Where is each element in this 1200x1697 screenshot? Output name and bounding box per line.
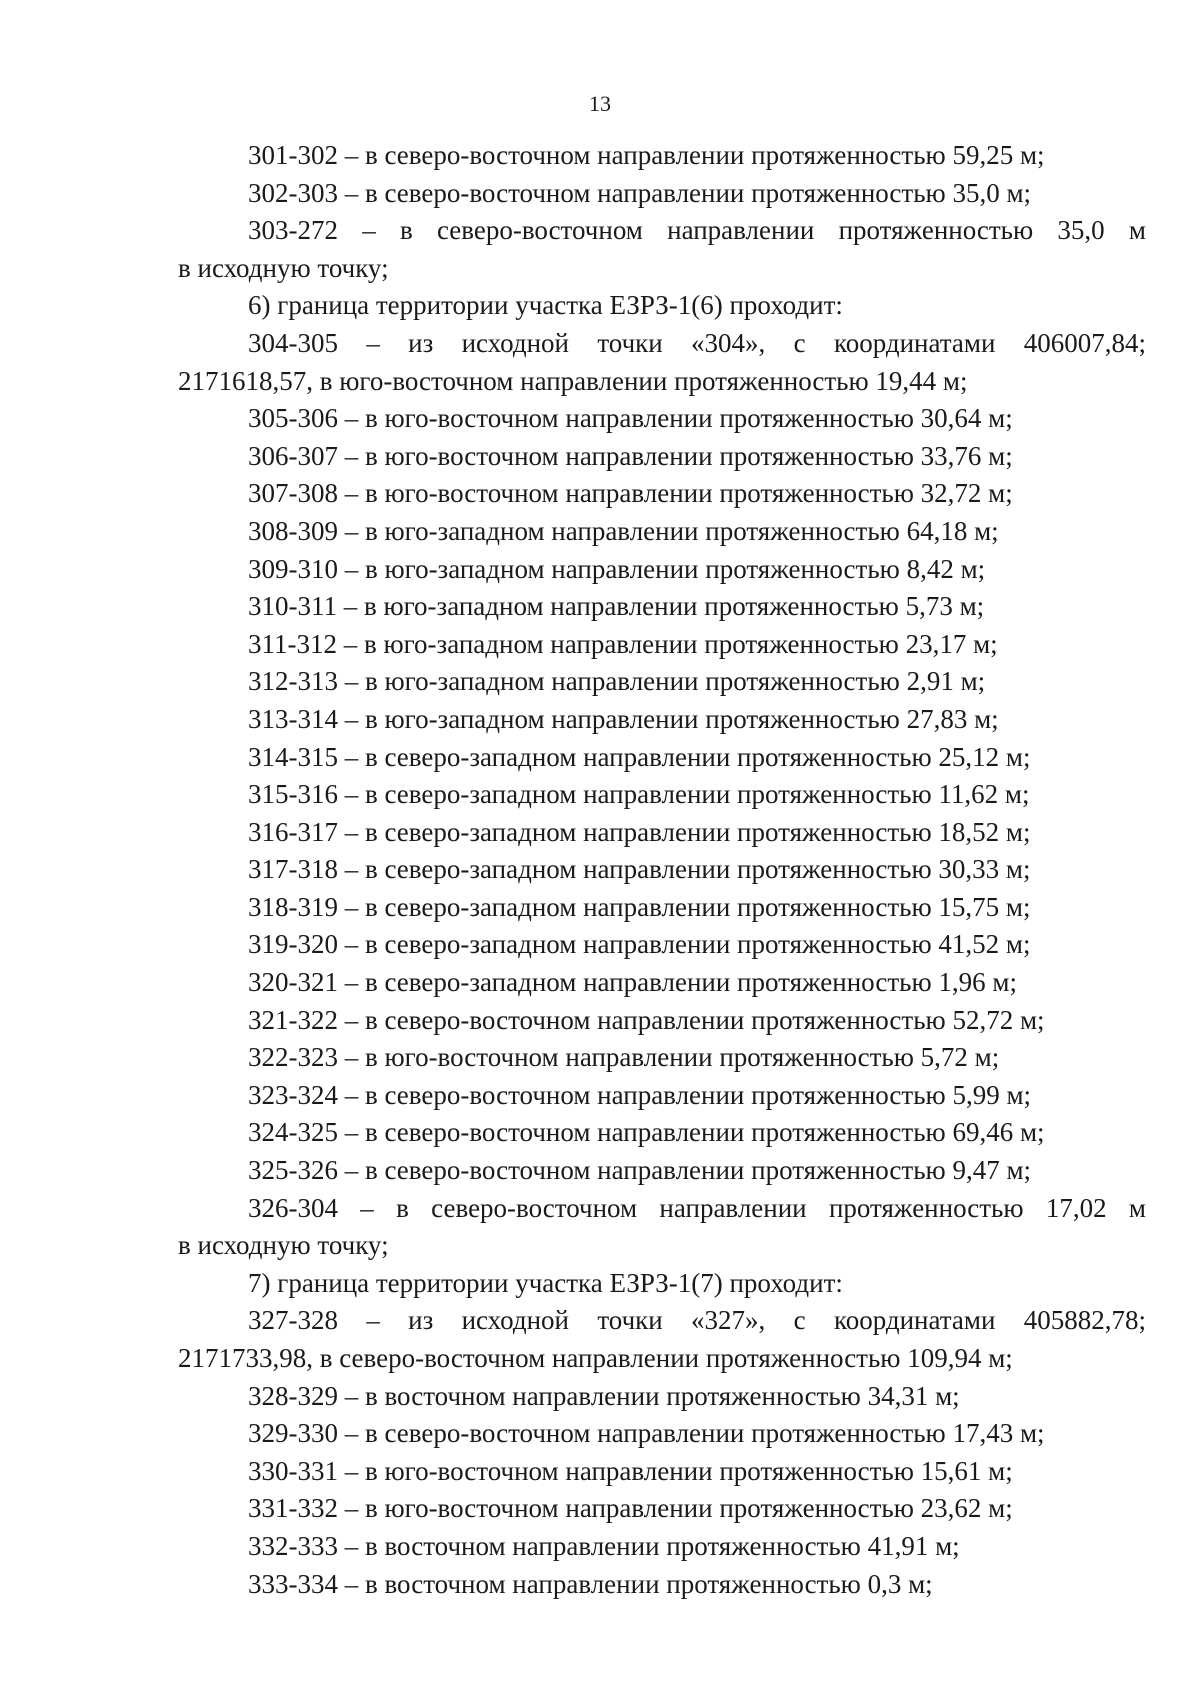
text-line: 323-324 – в северо-восточном направлении протяженностью 5,99 м; (248, 1079, 1032, 1110)
text-line: 303-272 – в северо-восточном направлении протяженностью 35,0 м (248, 215, 1146, 246)
text-line: 331-332 – в юго-восточном направлении протяженностью 23,62 м; (248, 1493, 1013, 1524)
text-line: 301-302 – в северо-восточном направлении протяженностью 59,25 м; (248, 140, 1045, 170)
text-line: 319-320 – в северо-западном направлении протяженностью 41,52 м; (248, 929, 1031, 960)
text-line: 310-311 – в юго-западном направлении протяженностью 5,73 м; (248, 591, 985, 622)
text-line: 304-305 – из исходной точки «304», с координатами 406007,84; (248, 327, 1146, 358)
text-line: 332-333 – в восточном направлении протяженностью 41,91 м; (248, 1530, 960, 1561)
text-line: 316-317 – в северо-западном направлении протяженностью 18,52 м; (248, 816, 1031, 847)
text-line: 315-316 – в северо-западном направлении протяженностью 11,62 м; (248, 779, 1030, 810)
text-line: 6) граница территории участка ЕЗРЗ-1(6) проходит: (248, 290, 843, 321)
text-line: 320-321 – в северо-западном направлении протяженностью 1,96 м; (248, 967, 1017, 998)
text-line: в исходную точку; (178, 252, 389, 283)
text-line: 308-309 – в юго-западном направлении протяженностью 64,18 м; (248, 515, 999, 546)
text-line: 302-303 – в северо-восточном направлении протяженностью 35,0 м; (248, 177, 1032, 208)
text-line: 326-304 – в северо-восточном направлении протяженностью 17,02 м (248, 1192, 1146, 1223)
text-line: в исходную точку; (178, 1230, 389, 1261)
text-line: 317-318 – в северо-западном направлении протяженностью 30,33 м; (248, 854, 1031, 885)
text-line: 2171733,98, в северо-восточном направлении протяженностью 109,94 м; (178, 1343, 1013, 1373)
text-line: 324-325 – в северо-восточном направлении протяженностью 69,46 м; (248, 1117, 1045, 1148)
text-line: 330-331 – в юго-восточном направлении протяженностью 15,61 м; (248, 1455, 1013, 1486)
text-line: 322-323 – в юго-восточном направлении протяженностью 5,72 м; (248, 1042, 1000, 1073)
text-line: 307-308 – в юго-восточном направлении протяженностью 32,72 м; (248, 478, 1013, 509)
text-line: 329-330 – в северо-восточном направлении протяженностью 17,43 м; (248, 1418, 1045, 1449)
text-line: 318-319 – в северо-западном направлении протяженностью 15,75 м; (248, 891, 1031, 922)
text-line: 311-312 – в юго-западном направлении протяженностью 23,17 м; (248, 628, 998, 659)
text-line: 313-314 – в юго-западном направлении протяженностью 27,83 м; (248, 703, 999, 734)
text-line: 305-306 – в юго-восточном направлении протяженностью 30,64 м; (248, 403, 1013, 434)
text-line: 327-328 – из исходной точки «327», с координатами 405882,78; (248, 1305, 1146, 1336)
text-line: 309-310 – в юго-западном направлении протяженностью 8,42 м; (248, 553, 986, 584)
text-line: 325-326 – в северо-восточном направлении протяженностью 9,47 м; (248, 1155, 1032, 1186)
text-line: 306-307 – в юго-восточном направлении протяженностью 33,76 м; (248, 440, 1013, 471)
text-line: 314-315 – в северо-западном направлении протяженностью 25,12 м; (248, 741, 1031, 772)
text-line: 312-313 – в юго-западном направлении протяженностью 2,91 м; (248, 666, 986, 697)
page-number: 13 (589, 91, 611, 116)
text-line: 328-329 – в восточном направлении протяженностью 34,31 м; (248, 1380, 960, 1411)
text-line: 7) граница территории участка ЕЗРЗ-1(7) проходит: (248, 1267, 843, 1298)
text-line: 333-334 – в восточном направлении протяженностью 0,3 м; (248, 1568, 933, 1599)
document-body (178, 137, 1146, 1603)
text-line: 321-322 – в северо-восточном направлении протяженностью 52,72 м; (248, 1004, 1045, 1035)
text-line: 2171618,57, в юго-восточном направлении протяженностью 19,44 м; (178, 365, 968, 396)
